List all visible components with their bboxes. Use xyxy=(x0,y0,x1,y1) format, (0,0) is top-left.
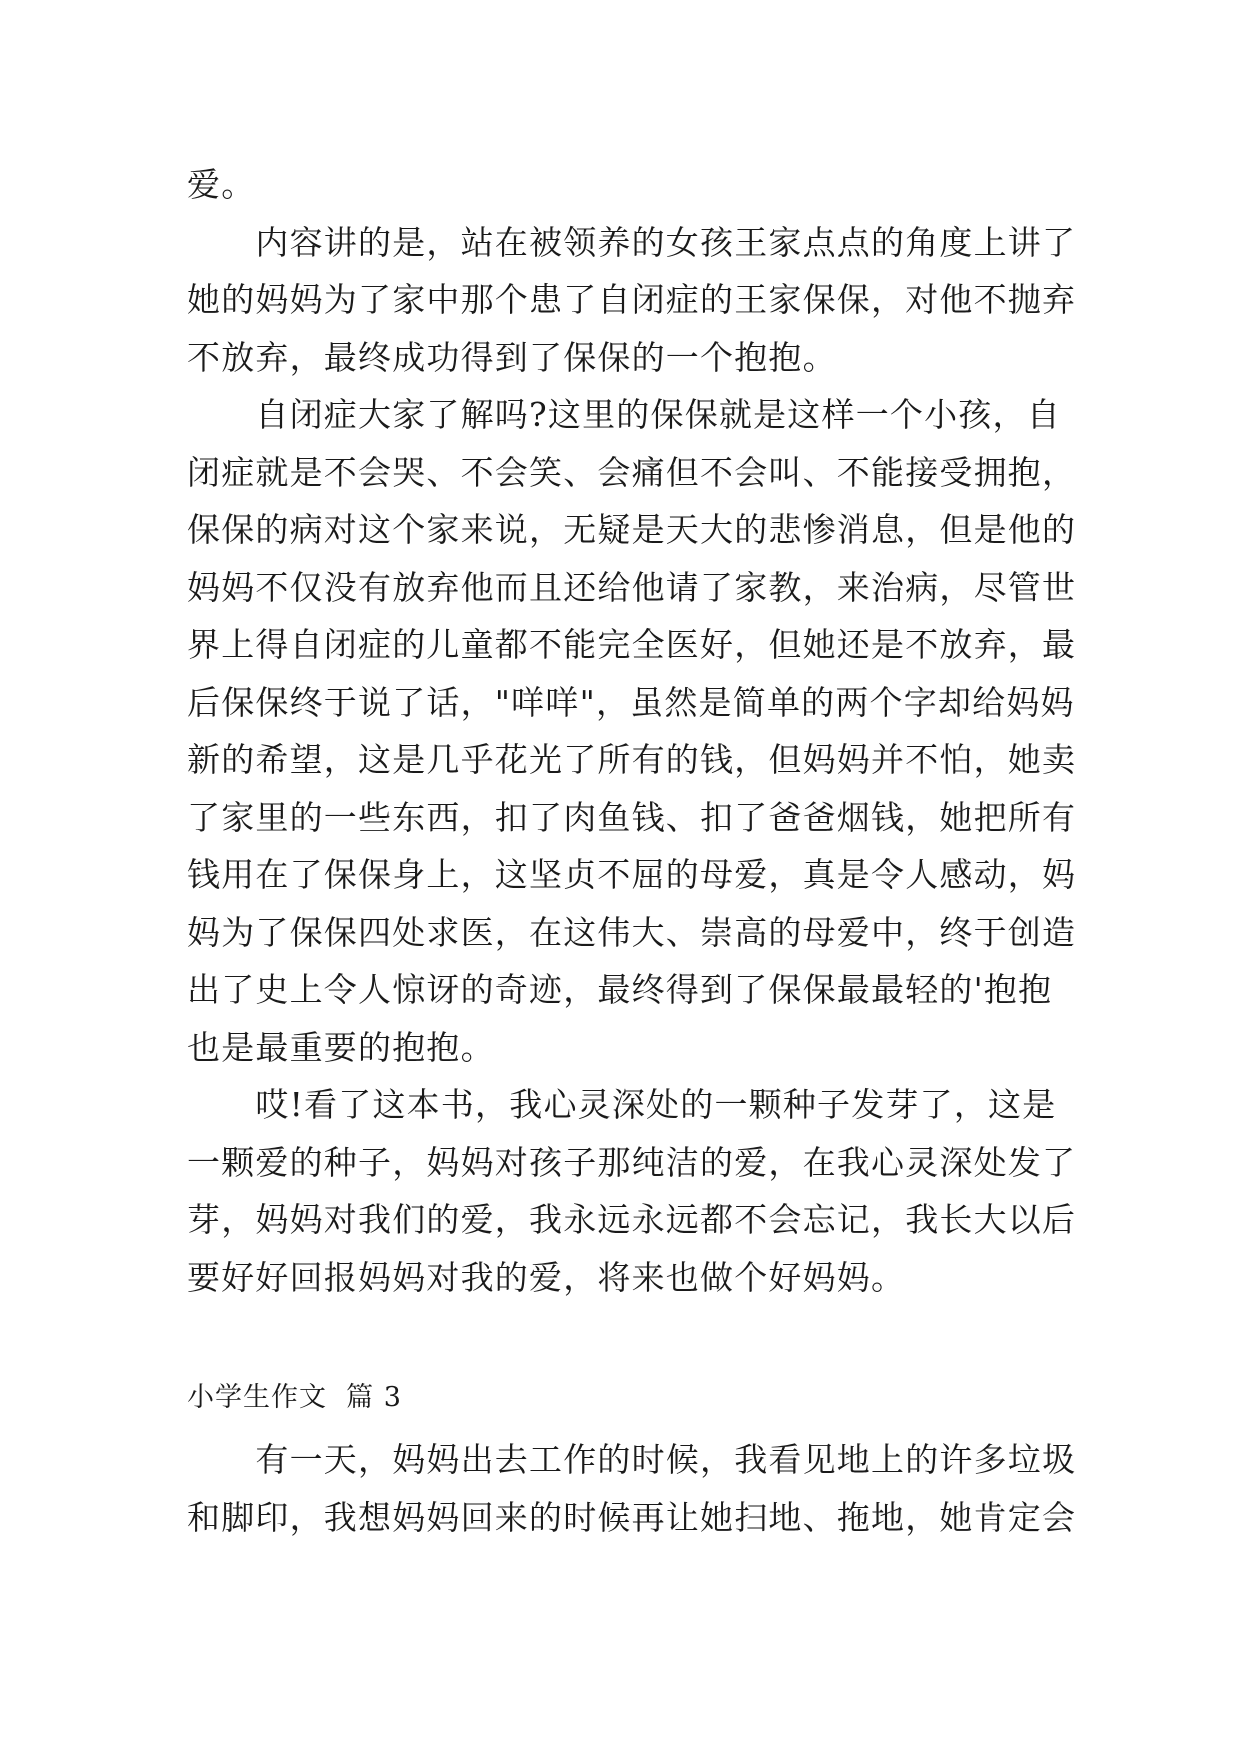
text-line: 有一天，妈妈出去工作的时候，我看见地上的许多垃圾 xyxy=(187,1440,1077,1479)
text-line: 界上得自闭症的儿童都不能完全医好，但她还是不放弃，最 xyxy=(187,625,1077,664)
text-line: 芽，妈妈对我们的爱，我永远永远都不会忘记，我长大以后 xyxy=(187,1200,1077,1239)
body-text-top xyxy=(187,156,1077,1306)
text-line: 要好好回报妈妈对我的爱，将来也做个好妈妈。 xyxy=(187,1257,906,1297)
text-line: 她的妈妈为了家中那个患了自闭症的王家保保，对他不抛弃 xyxy=(187,280,1077,319)
text-line: 自闭症大家了解吗?这里的保保就是这样一个小孩，自 xyxy=(187,395,1061,434)
text-line: 出了史上令人惊讶的奇迹，最终得到了保保最最轻的'抱抱 xyxy=(187,970,1053,1009)
text-line: 后保保终于说了话，"咩咩"，虽然是简单的两个字却给妈妈 xyxy=(187,682,1075,722)
text-line: 妈为了保保四处求医，在这伟大、崇高的母爱中，终于创造 xyxy=(187,912,1077,952)
text-line: 不放弃，最终成功得到了保保的一个抱抱。 xyxy=(187,337,837,377)
text-line: 了家里的一些东西，扣了肉鱼钱、扣了爸爸烟钱，她把所有 xyxy=(187,797,1077,837)
text-line: 一颗爱的种子，妈妈对孩子那纯洁的爱，在我心灵深处发了 xyxy=(187,1142,1077,1182)
text-line: 哎!看了这本书，我心灵深处的一颗种子发芽了，这是 xyxy=(187,1085,1057,1124)
text-line: 爱。 xyxy=(187,165,256,204)
text-line: 也是最重要的抱抱。 xyxy=(187,1027,495,1067)
text-line: 新的希望，这是几乎花光了所有的钱，但妈妈并不怕，她卖 xyxy=(187,740,1077,779)
text-line: 和脚印，我想妈妈回来的时候再让她扫地、拖地，她肯定会 xyxy=(187,1497,1077,1537)
text-line: 妈妈不仅没有放弃他而且还给他请了家教，来治病，尽管世 xyxy=(187,567,1077,607)
section-heading: 小学生作文 篇 3 xyxy=(187,1382,402,1413)
text-line: 保保的病对这个家来说，无疑是天大的悲惨消息，但是他的 xyxy=(187,510,1077,549)
text-line: 钱用在了保保身上，这坚贞不屈的母爱，真是令人感动，妈 xyxy=(187,855,1077,894)
body-text-bottom xyxy=(187,1431,1077,1546)
text-line: 闭症就是不会哭、不会笑、会痛但不会叫、不能接受拥抱， xyxy=(187,452,1077,492)
text-line: 内容讲的是，站在被领养的女孩王家点点的角度上讲了 xyxy=(187,222,1077,262)
